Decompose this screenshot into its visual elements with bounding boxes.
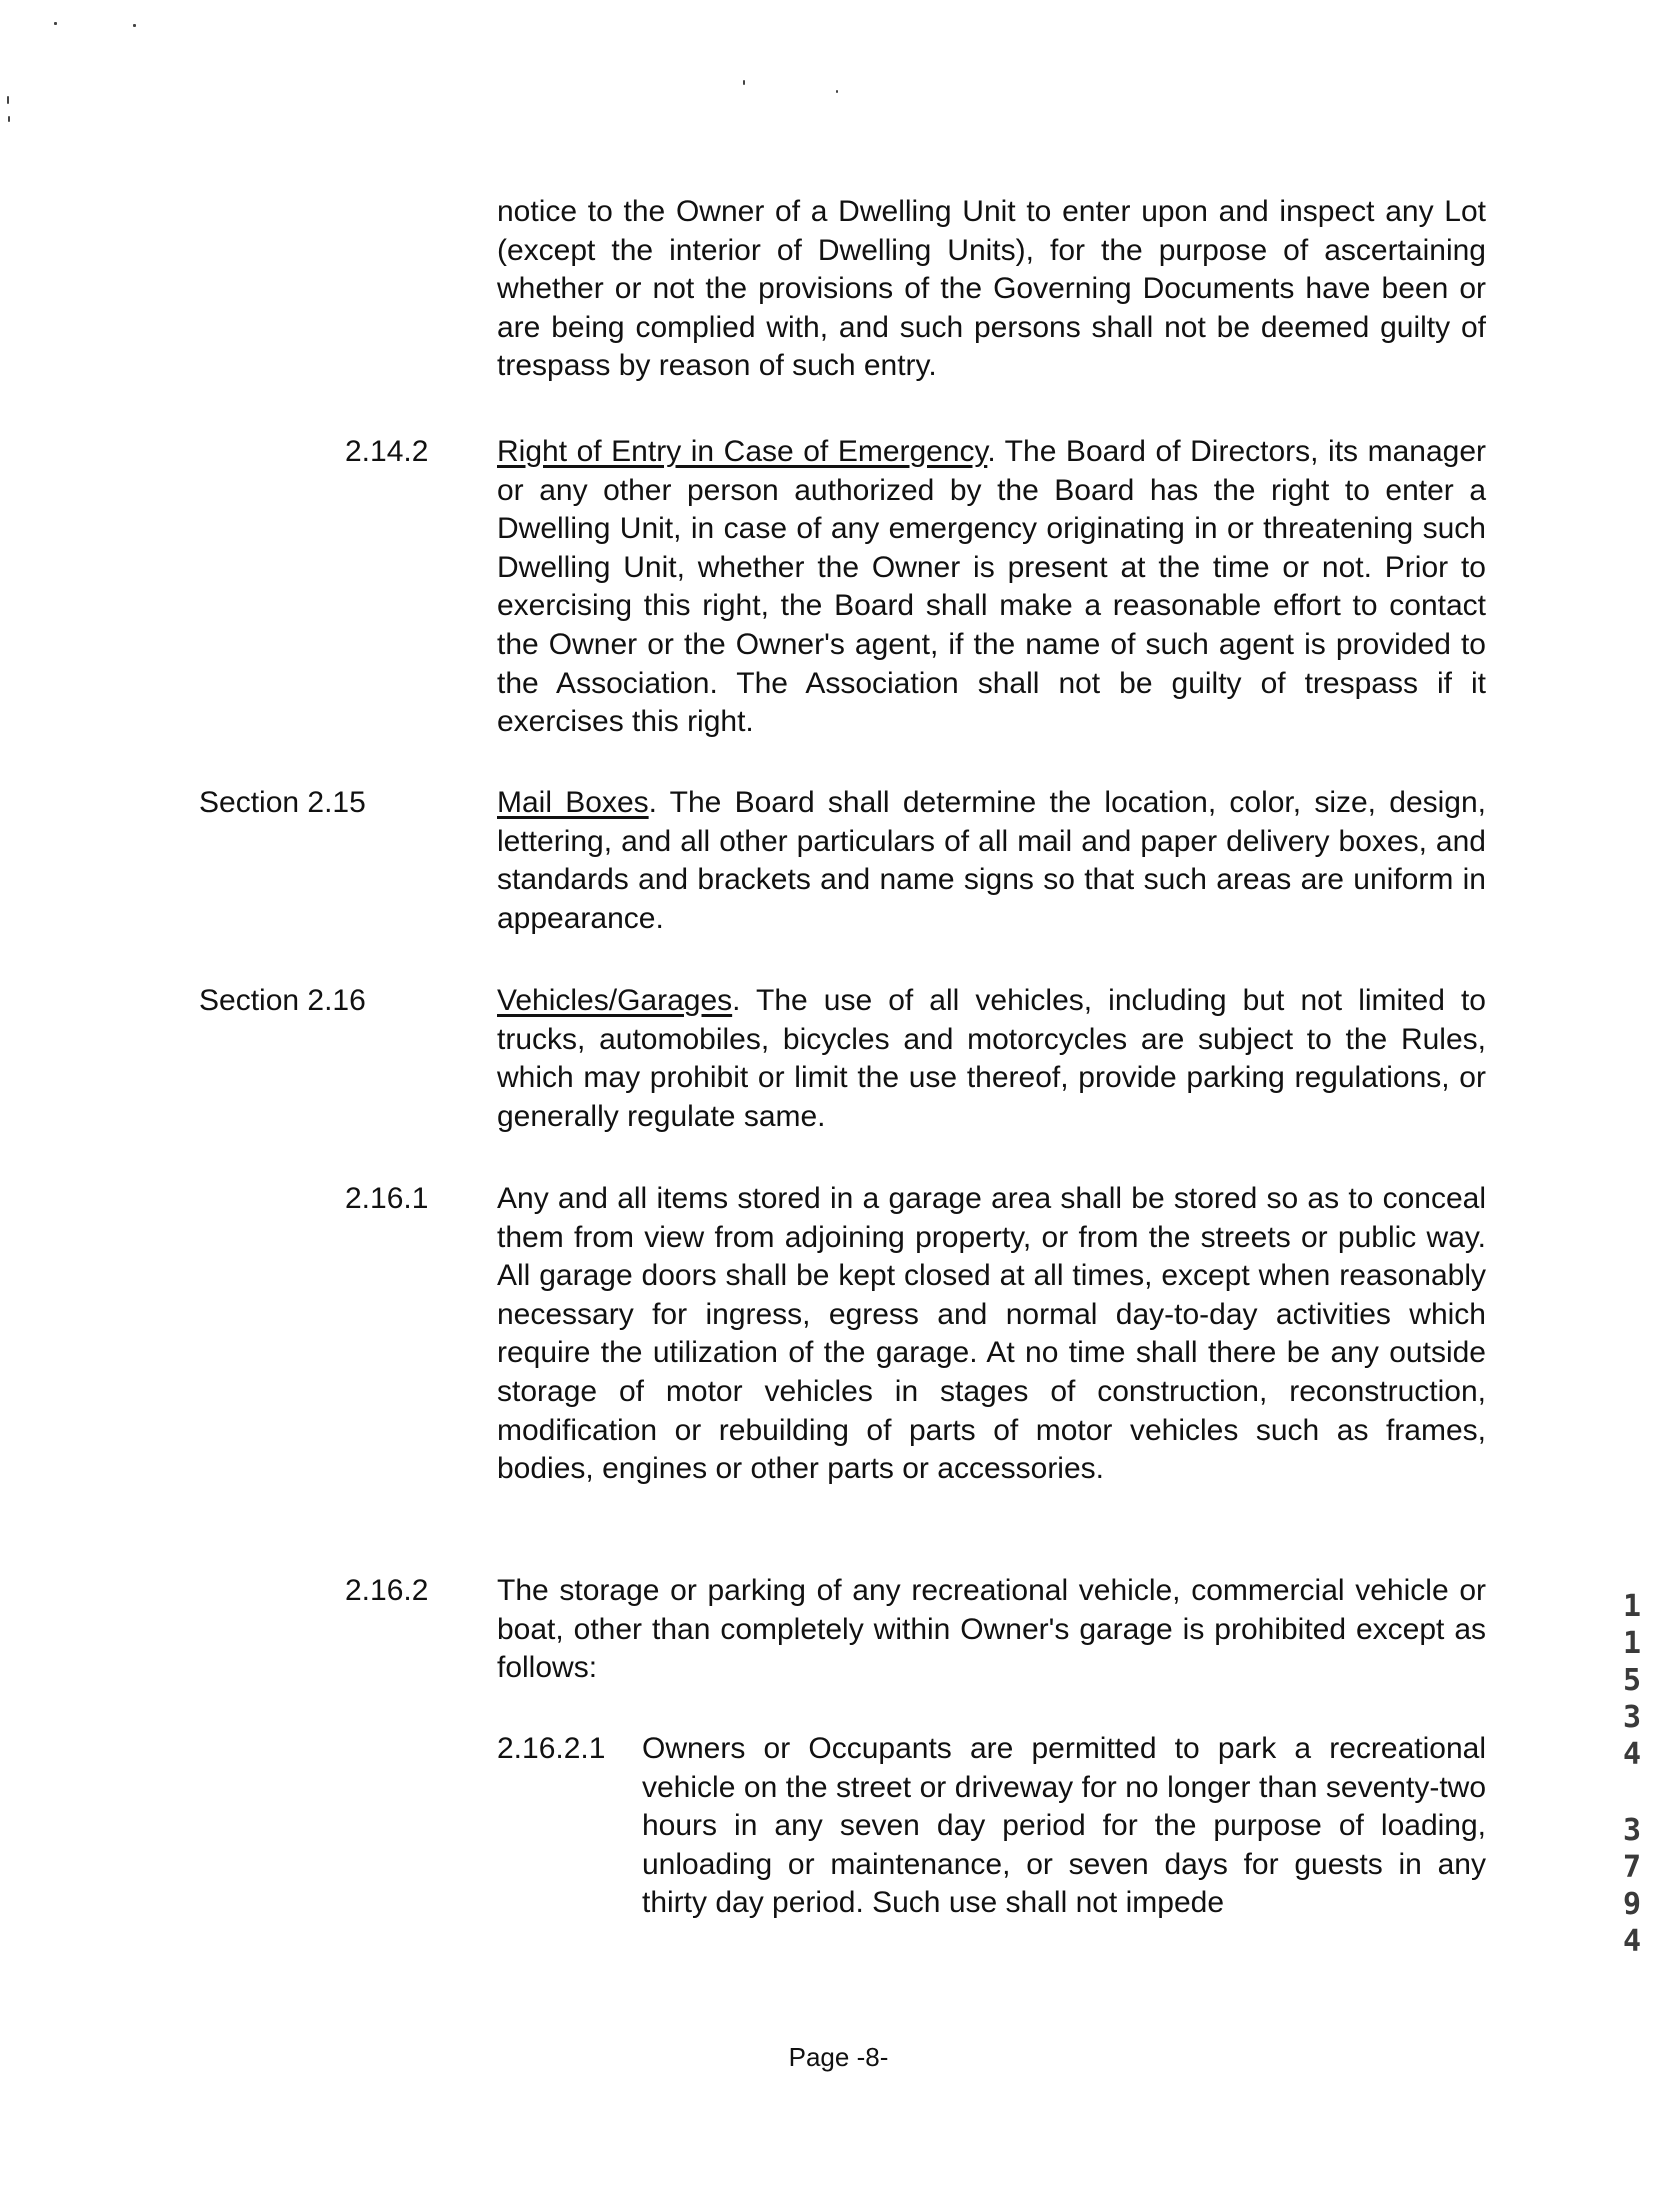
stamp-digit: 7 xyxy=(1622,1850,1642,1885)
subsection-number-2-16-2-1: 2.16.2.1 xyxy=(497,1732,606,1765)
section-2-16-paragraph xyxy=(497,982,1486,1136)
stamp-digit: 1 xyxy=(1622,1626,1642,1661)
scan-speck xyxy=(8,116,10,122)
section-label-2-16: Section 2.16 xyxy=(199,984,366,1017)
stamp-digit: 4 xyxy=(1622,1737,1642,1772)
intro-paragraph: notice to the Owner of a Dwelling Unit to enter upon and inspect any Lot (except the interior of Dwelling Units), for the purpose of ascertaining whether or not the provisions of the Governing Documents have been or are being complied with, and such persons shall not be deemed guilty of trespass by reason of such entry. xyxy=(497,195,1486,383)
section-2-16-body: . The use of all vehicles, including but not limited to trucks, automobiles, bicycles and motorcycles are subject to the Rules, which may prohibit or limit the use thereof, provide parking regulations, or generally regulate same. xyxy=(497,984,1486,1133)
subsection-2-14-2-body: . The Board of Directors, its manager or any other person authorized by the Board has the right to enter a Dwelling Unit, in case of any emergency originating in or threatening such Dwelling Unit, whether the Owner is present at the time or not. Prior to exercising this right, the Board shall make a reasonable effort to contact the Owner or the Owner's agent, if the name of such agent is provided to the Association. The Association shall not be guilty of trespass if it exercises this right. xyxy=(497,435,1486,739)
scan-speck xyxy=(54,22,57,25)
scan-speck xyxy=(743,80,745,85)
stamp-digit: 4 xyxy=(1622,1924,1642,1959)
subsection-number-2-16-2: 2.16.2 xyxy=(345,1574,429,1607)
subsection-2-16-2-paragraph: The storage or parking of any recreational vehicle, commercial vehicle or boat, other than completely within Owner's garage is prohibited except as follows: xyxy=(497,1574,1486,1685)
subsection-2-16-1-paragraph: Any and all items stored in a garage area shall be stored so as to conceal them from view from adjoining property, or from the streets or public way. All garage doors shall be kept closed at all times, except when reasonably necessary for ingress, egress and normal day-to-day activities which require the utilization of the garage. At no time shall there be any outside storage of motor vehicles in stages of construction, reconstruction, modification or rebuilding of parts of motor vehicles such as frames, bodies, engines or other parts or accessories. xyxy=(497,1182,1486,1486)
section-2-15-heading: Mail Boxes xyxy=(497,786,649,819)
recording-number-stamp-lower xyxy=(1612,1812,1652,1960)
section-2-16-heading: Vehicles/Garages xyxy=(497,984,733,1017)
subsection-2-14-2-paragraph xyxy=(497,433,1486,742)
subsection-number-2-16-1: 2.16.1 xyxy=(345,1182,429,1215)
stamp-digit: 9 xyxy=(1622,1887,1642,1922)
stamp-digit: 3 xyxy=(1622,1813,1642,1848)
stamp-digit: 1 xyxy=(1622,1589,1642,1624)
section-2-15-body: . The Board shall determine the location, color, size, design, lettering, and all other particulars of all mail and paper delivery boxes, and standards and brackets and name signs so that such areas are uniform in appearance. xyxy=(497,786,1486,935)
scan-speck xyxy=(7,96,9,104)
stamp-digit: 5 xyxy=(1622,1663,1642,1698)
section-2-15-paragraph xyxy=(497,784,1486,938)
scan-speck xyxy=(133,24,136,27)
subsection-2-14-2-heading: Right of Entry in Case of Emergency xyxy=(497,435,988,468)
stamp-digit: 3 xyxy=(1622,1700,1642,1735)
subsection-number-2-14-2: 2.14.2 xyxy=(345,435,429,468)
page-number-footer: Page -8- xyxy=(788,2042,889,2072)
subsection-2-16-2-1-paragraph: Owners or Occupants are permitted to park a recreational vehicle on the street or driveway for no longer than seventy-two hours in any seven day period for the purpose of loading, unloading or maintenance, or seven days for guests in any thirty day period. Such use shall not impede xyxy=(642,1732,1486,1920)
section-label-2-15: Section 2.15 xyxy=(199,786,366,819)
recording-number-stamp-upper xyxy=(1612,1588,1652,1773)
scan-speck xyxy=(836,90,838,93)
